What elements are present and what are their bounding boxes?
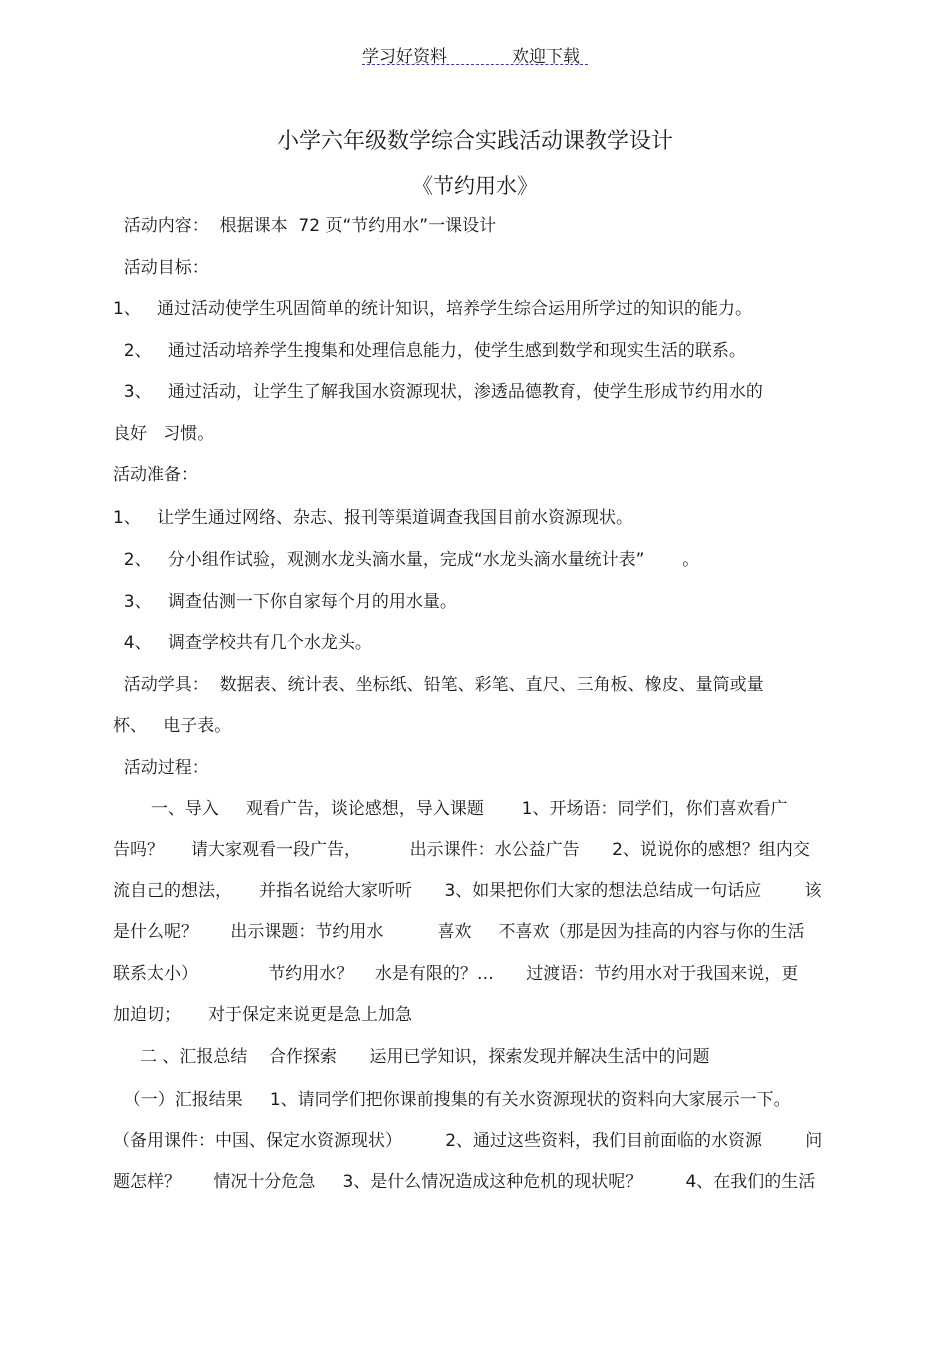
text-line: 联系太小） 节约用水？ 水是有限的？… 过渡语：节约用水对于我国来说，更	[113, 964, 799, 984]
text-line: 4、 调查学校共有几个水龙头。	[113, 633, 372, 653]
text-line: 是什么呢？ 出示课题：节约用水 喜欢 不喜欢（那是因为挂高的内容与你的生活	[113, 922, 805, 942]
text-line: 1、 通过活动使学生巩固简单的统计知识，培养学生综合运用所学过的知识的能力。	[113, 299, 753, 319]
text-line: 1、 让学生通过网络、杂志、报刊等渠道调查我国目前水资源现状。	[113, 508, 634, 528]
text-line: 2、 通过活动培养学生搜集和处理信息能力，使学生感到数学和现实生活的联系。	[113, 341, 746, 361]
text-line: 告吗？ 请大家观看一段广告， 出示课件：水公益广告 2、说说你的感想？组内交	[113, 840, 810, 860]
header-right-text: 欢迎下载	[512, 47, 580, 67]
text-line: 良好 习惯。	[113, 424, 215, 444]
text-line: 3、 调查估测一下你自家每个月的用水量。	[113, 592, 457, 612]
text-line: 杯、 电子表。	[113, 716, 232, 736]
text-line: 题怎样？ 情况十分危急 3、是什么情况造成这种危机的现状呢？ 4、在我们的生活	[113, 1172, 816, 1192]
header-left-text: 学习好资料	[362, 47, 447, 67]
text-line: 活动学具： 数据表、统计表、坐标纸、铅笔、彩笔、直尺、三角板、橡皮、量筒或量	[113, 675, 764, 695]
text-line: 活动内容： 根据课本 72 页“节约用水”一课设计	[113, 216, 497, 236]
text-line: 活动过程：	[113, 758, 209, 778]
text-line: （一）汇报结果 1、请同学们把你课前搜集的有关水资源现状的资料向大家展示一下。	[113, 1090, 791, 1110]
text-line: 活动目标：	[113, 258, 209, 278]
page-header	[362, 40, 588, 65]
text-line: 活动准备：	[113, 465, 198, 485]
text-line: （备用课件：中国、保定水资源现状） 2、通过这些资料，我们目前面临的水资源 问	[113, 1131, 823, 1151]
document-subtitle: 《节约用水》	[412, 174, 538, 198]
text-line: 二 、汇报总结 合作探索 运用已学知识，探索发现并解决生活中的问题	[113, 1047, 710, 1067]
text-line: 流自己的想法， 并指名说给大家听听 3、如果把你们大家的想法总结成一句话应 该	[113, 881, 822, 901]
text-line: 3、 通过活动，让学生了解我国水资源现状，渗透品德教育，使学生形成节约用水的	[113, 382, 763, 402]
text-line: 2、 分小组作试验，观测水龙头滴水量，完成“水龙头滴水量统计表” 。	[113, 550, 700, 570]
document-title: 小学六年级数学综合实践活动课教学设计	[276, 129, 673, 154]
text-line: 一、导入 观看广告，谈论感想，导入课题 1、开场语：同学们，你们喜欢看广	[113, 799, 788, 819]
text-line: 加迫切； 对于保定来说更是急上加急	[113, 1005, 413, 1025]
